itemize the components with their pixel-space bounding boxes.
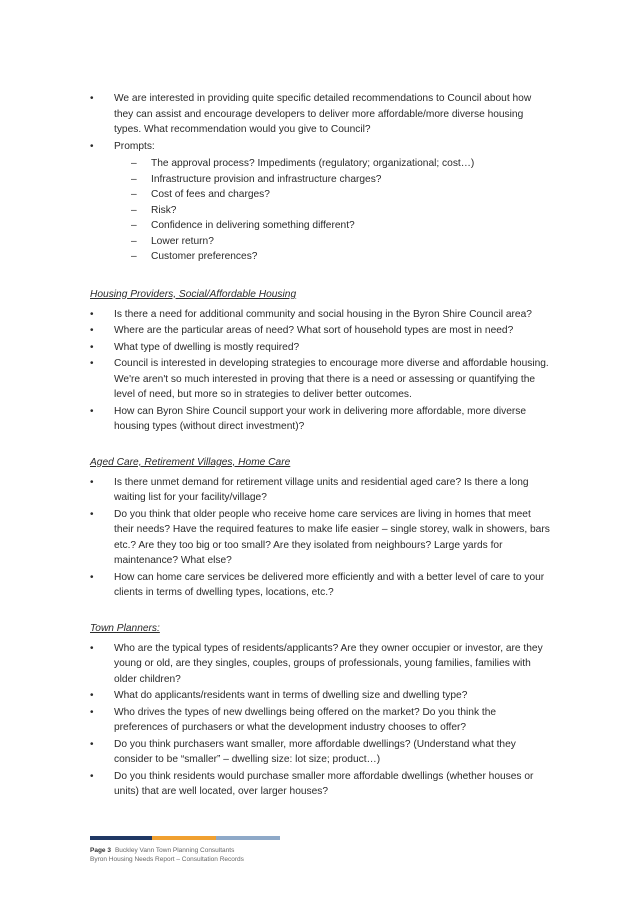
report-title: Byron Housing Needs Report – Consultation Records <box>90 856 244 863</box>
footer-bar-segment <box>90 836 152 840</box>
prompt-text: Confidence in delivering something different? <box>151 220 355 231</box>
item-text: How can home care services be delivered more efficiently and with a better level of care to your clients in terms of dwelling types, locations, etc.? <box>114 571 545 598</box>
item-text: Prompts: <box>114 140 155 152</box>
intro-list <box>90 91 550 265</box>
item-text: Council is interested in developing strategies to encourage more diverse and affordable housing. We're aren't so much interested in proving that there is a need or assessing or quantifying the level of need, but more so in strategies to deliver better outcomes. <box>114 358 549 400</box>
bullet-icon: • <box>90 738 94 750</box>
consultant-name: Buckley Vann Town Planning Consultants <box>114 847 235 854</box>
dash-icon: – <box>131 204 137 216</box>
list-item <box>90 688 550 704</box>
item-text: Do you think residents would purchase smaller more affordable dwellings (whether houses or units) that are well located, over larger houses? <box>114 770 534 797</box>
item-text: Do you think that older people who receive home care services are living in homes that meet their needs? Have the required features to make life easier – single storey, walk in showers, bars etc.? Are they too big or too small? Are they isolated from neighbours? Large yards for maintenance? What else? <box>114 508 550 566</box>
bullet-icon: • <box>90 325 94 336</box>
prompt-item <box>114 187 550 203</box>
item-text: Where are the particular areas of need? What sort of household types are most in need? <box>114 325 514 336</box>
bullet-icon: • <box>90 405 94 417</box>
bullet-icon: • <box>90 341 94 353</box>
prompt-text: Risk? <box>151 204 177 216</box>
item-text: Is there a need for additional community and social housing in the Byron Shire Council area? <box>114 308 532 320</box>
page-number: Page 3 <box>90 847 111 854</box>
section-heading: Housing Providers, Social/Affordable Housing <box>90 288 297 300</box>
section-aged-care <box>90 455 550 601</box>
item-text: What do applicants/residents want in terms of dwelling size and dwelling type? <box>114 690 468 701</box>
footer-bar-segment <box>152 836 216 840</box>
prompt-text: Customer preferences? <box>151 251 258 262</box>
section-heading: Aged Care, Retirement Villages, Home Care <box>90 456 291 468</box>
dash-icon: – <box>131 251 137 262</box>
footer-color-bar <box>90 836 280 840</box>
prompts-list <box>114 156 550 265</box>
list-item <box>90 641 550 688</box>
list-item <box>90 570 550 601</box>
list-item <box>90 737 550 768</box>
list-item <box>90 340 550 356</box>
bullet-icon: • <box>90 476 94 488</box>
prompt-text: Cost of fees and charges? <box>151 189 270 200</box>
list-item <box>90 356 550 403</box>
prompt-item <box>114 203 550 219</box>
item-text: What type of dwelling is mostly required? <box>114 341 300 353</box>
prompt-item <box>114 249 550 265</box>
bullet-icon: • <box>90 642 94 654</box>
bullet-icon: • <box>90 706 94 718</box>
dash-icon: – <box>131 220 137 231</box>
list-item <box>90 139 550 265</box>
list-item <box>90 91 550 138</box>
bullet-icon: • <box>90 93 94 104</box>
bullet-icon: • <box>90 508 94 520</box>
dash-icon: – <box>131 158 137 169</box>
question-list <box>90 475 550 601</box>
list-item <box>90 475 550 506</box>
prompt-item <box>114 156 550 172</box>
bullet-icon: • <box>90 770 94 782</box>
page-footer <box>90 836 280 864</box>
prompt-text: The approval process? Impediments (regulatory; organizational; cost…) <box>151 158 475 169</box>
item-text: Is there unmet demand for retirement village units and residential aged care? Is there a long waiting list for your facility/village? <box>114 476 529 503</box>
list-item <box>90 507 550 569</box>
dash-icon: – <box>131 173 137 185</box>
footer-bar-segment <box>216 836 280 840</box>
prompt-text: Lower return? <box>151 235 214 247</box>
item-text: We are interested in providing quite specific detailed recommendations to Council about how they can assist and encourage developers to deliver more affordable/more diverse housing types. What recommendation would you give to Council? <box>114 93 532 135</box>
section-town-planners <box>90 621 550 800</box>
footer-line <box>90 846 280 855</box>
prompt-item <box>114 234 550 250</box>
page-content <box>90 91 550 801</box>
prompt-text: Infrastructure provision and infrastructure charges? <box>151 173 382 185</box>
bullet-icon: • <box>90 571 94 583</box>
prompt-item <box>114 218 550 234</box>
dash-icon: – <box>131 189 137 200</box>
list-item <box>90 404 550 435</box>
prompt-item <box>114 172 550 188</box>
bullet-icon: • <box>90 308 94 320</box>
question-list <box>90 307 550 435</box>
section-heading: Town Planners: <box>90 622 160 634</box>
item-text: How can Byron Shire Council support your work in delivering more affordable, more diverse housing types (without direct investment)? <box>114 405 527 432</box>
bullet-icon: • <box>90 690 94 701</box>
list-item <box>90 769 550 800</box>
dash-icon: – <box>131 235 137 247</box>
item-text: Who are the typical types of residents/applicants? Are they owner occupier or investor, are they young or old, are they singles, couples, groups of professionals, young families, families with older children? <box>114 642 543 685</box>
bullet-icon: • <box>90 358 94 369</box>
list-item <box>90 705 550 736</box>
item-text: Do you think purchasers want smaller, more affordable dwellings? (Understand what they consider to be “smaller” – dwelling size: lot size; product…) <box>114 738 516 765</box>
section-housing-providers <box>90 287 550 435</box>
item-text: Who drives the types of new dwellings being offered on the market? Do you think the preferences of purchasers or what the development industry chooses to offer? <box>114 706 497 733</box>
bullet-icon: • <box>90 140 94 152</box>
list-item <box>90 307 550 323</box>
question-list <box>90 641 550 800</box>
list-item <box>90 323 550 339</box>
